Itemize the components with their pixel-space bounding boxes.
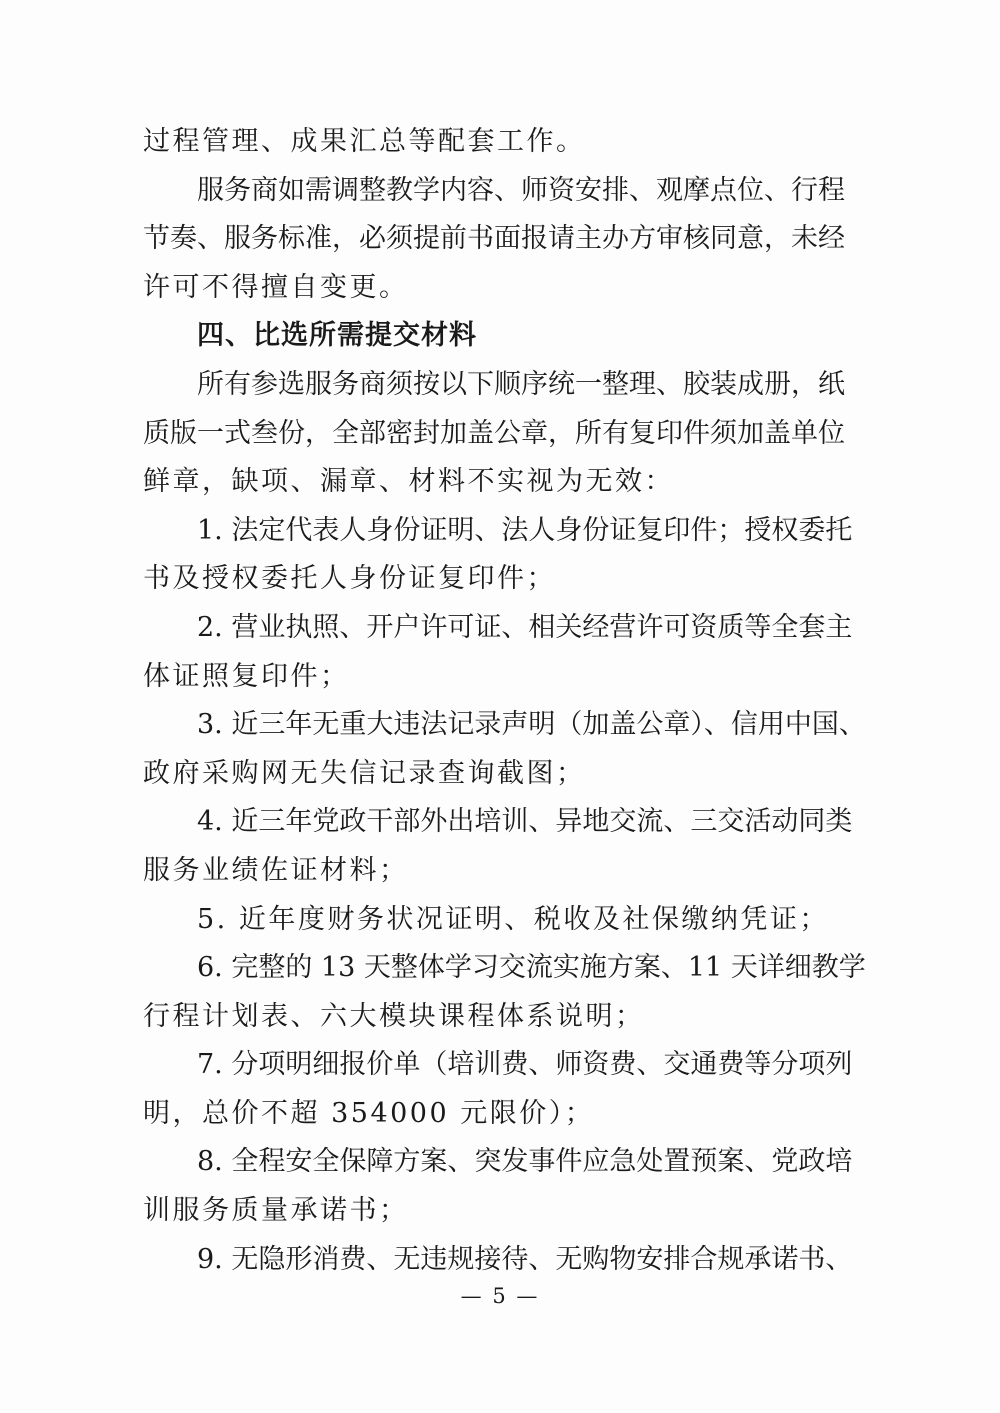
list-item-8: 8. 全程安全保障方案、突发事件应急处置预案、党政培: [197, 1146, 853, 1178]
text-line: 过程管理、成果汇总等配套工作。: [143, 126, 586, 157]
section-heading: 四、比选所需提交材料: [197, 320, 477, 352]
list-item-9: 9. 无隐形消费、无违规接待、无购物安排合规承诺书、: [197, 1243, 853, 1275]
text-line: 质版一式叁份，全部密封加盖公章，所有复印件须加盖单位: [143, 417, 845, 449]
list-item-5: 5. 近年度财务状况证明、税收及社保缴纳凭证；: [197, 903, 829, 935]
list-item-2: 2. 营业执照、开户许可证、相关经营许可资质等全套主: [197, 611, 853, 643]
list-item-1: 1. 法定代表人身份证明、法人身份证复印件；授权委托: [197, 514, 853, 546]
list-item-3: 3. 近三年无重大违法记录声明（加盖公章）、信用中国、: [197, 709, 866, 741]
text-line: 服务业绩佐证材料；: [143, 854, 409, 886]
document-body: [143, 118, 866, 1284]
text-line: 许可不得擅自变更。: [143, 271, 409, 303]
list-item-7: 7. 分项明细报价单（培训费、师资费、交通费等分项列: [197, 1049, 853, 1081]
text-line: 行程计划表、六大模块课程体系说明；: [143, 1000, 645, 1032]
text-line: 节奏、服务标准，必须提前书面报请主办方审核同意，未经: [143, 223, 845, 255]
text-line: 鲜章，缺项、漏章、材料不实视为无效：: [143, 466, 674, 498]
text-line: 服务商如需调整教学内容、师资安排、观摩点位、行程: [197, 174, 845, 206]
list-item-6: 6. 完整的 13 天整体学习交流实施方案、11 天详细教学: [197, 952, 866, 984]
text-line: 明，总价不超 354000 元限价）；: [143, 1097, 595, 1129]
text-line: 书及授权委托人身份证复印件；: [143, 563, 556, 595]
text-line: 所有参选服务商须按以下顺序统一整理、胶装成册，纸: [197, 368, 845, 400]
text-line: 体证照复印件；: [143, 660, 350, 692]
list-item-4: 4. 近三年党政干部外出培训、异地交流、三交活动同类: [197, 806, 853, 838]
text-line: 训服务质量承诺书；: [143, 1195, 409, 1227]
text-line: 政府采购网无失信记录查询截图；: [143, 757, 586, 789]
page-number: — 5 —: [460, 1284, 540, 1308]
